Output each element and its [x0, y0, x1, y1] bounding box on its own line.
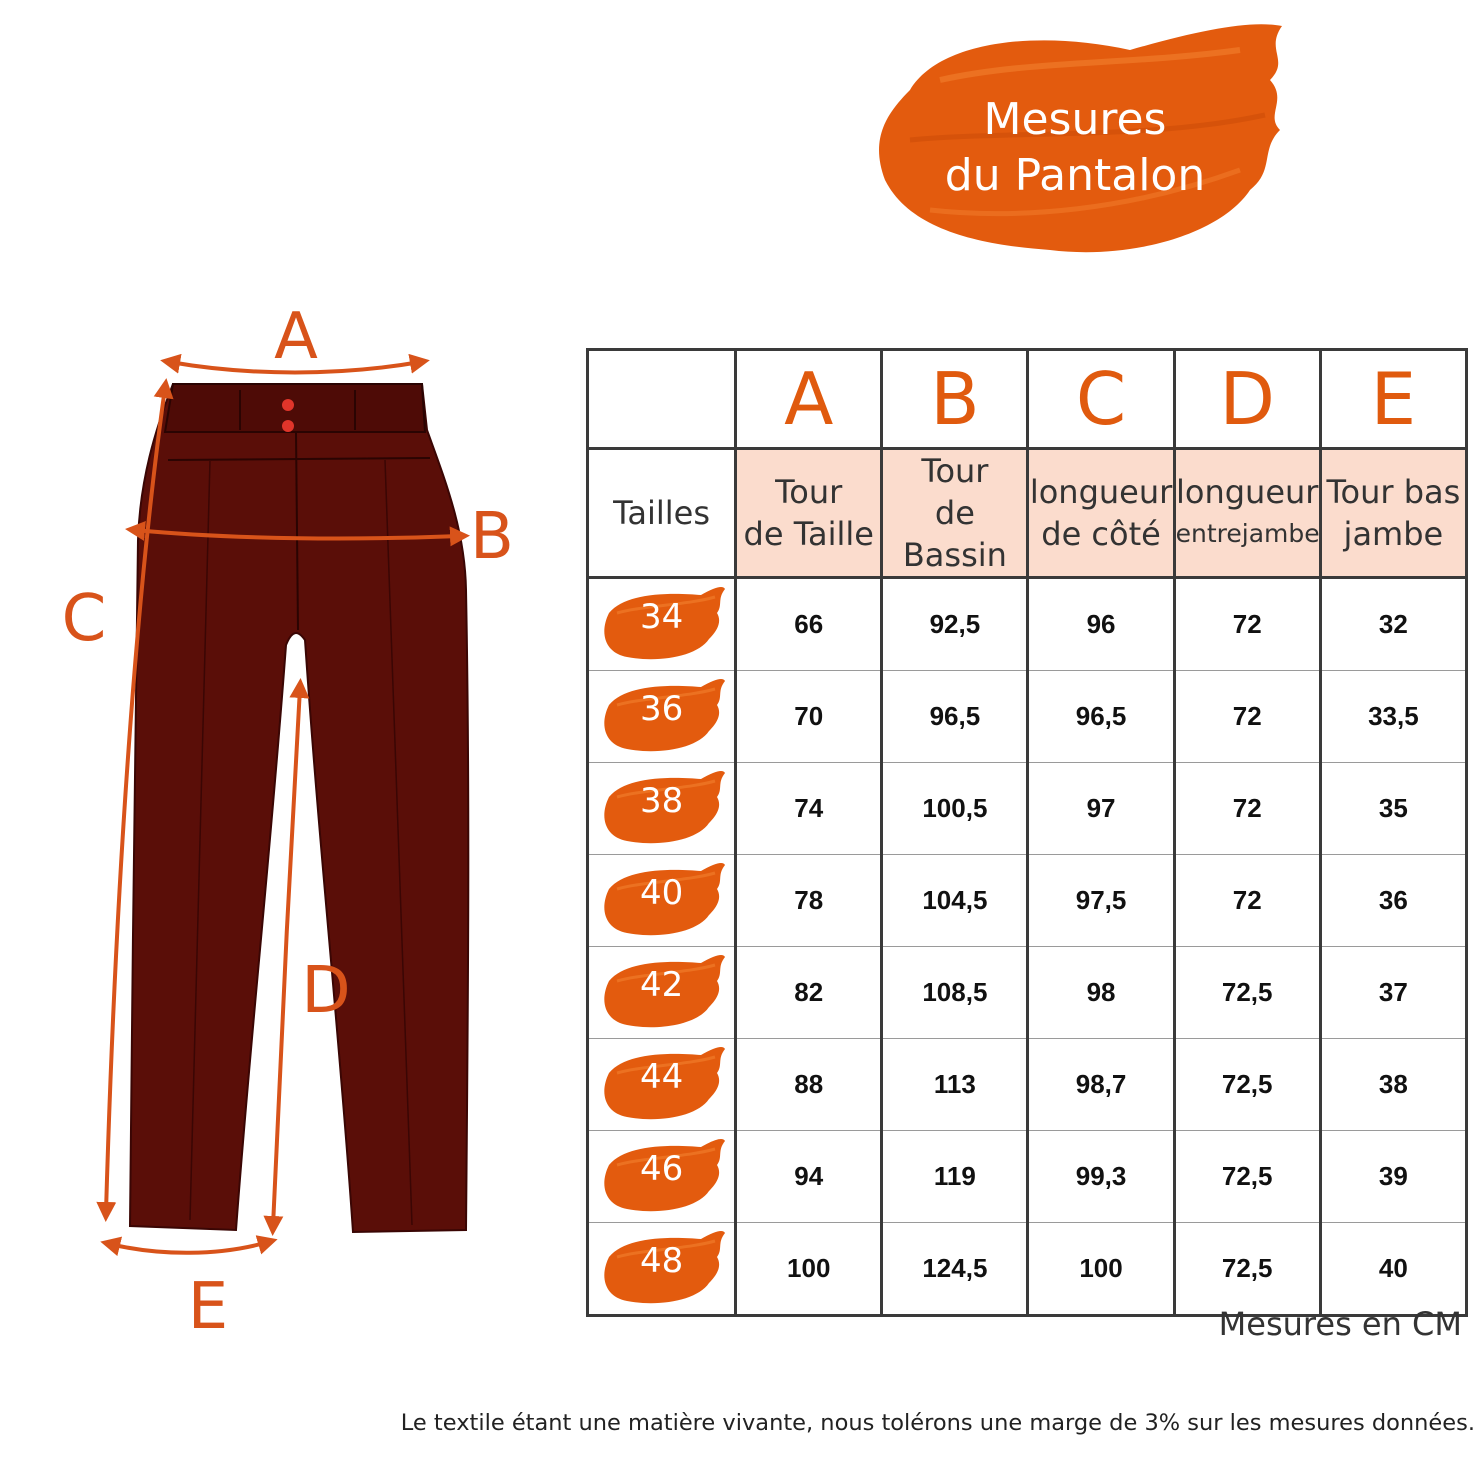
header-longueur-entrejambe: [1174, 449, 1320, 578]
header-longueur-cote: [1028, 449, 1174, 578]
table-row: [588, 1039, 1467, 1131]
size-label: 42: [639, 964, 684, 1005]
value-cell: 35: [1320, 763, 1466, 855]
header-line: longueur: [1175, 473, 1319, 511]
size-label: 46: [639, 1148, 684, 1189]
value-cell: 96,5: [1028, 671, 1174, 763]
header-line: jambe: [1343, 515, 1444, 553]
size-label: 44: [639, 1056, 684, 1097]
value-cell: 92,5: [882, 578, 1028, 671]
table-row: [588, 671, 1467, 763]
unit-note: Mesures en CM: [1218, 1305, 1462, 1343]
label-d: D: [301, 954, 351, 1028]
label-e: E: [187, 1270, 229, 1344]
value-cell: 37: [1320, 947, 1466, 1039]
header-line: de Taille: [743, 515, 874, 553]
value-cell: 108,5: [882, 947, 1028, 1039]
value-cell: 74: [736, 763, 882, 855]
value-cell: 100: [1028, 1223, 1174, 1316]
table-row: [588, 1131, 1467, 1223]
value-cell: 88: [736, 1039, 882, 1131]
tailles-header: Tailles: [588, 449, 736, 578]
size-label: 36: [639, 688, 684, 729]
size-label: 48: [639, 1240, 684, 1281]
header-line: entrejambe: [1175, 519, 1320, 548]
header-tour-bassin: [882, 449, 1028, 578]
page-title: [900, 92, 1250, 204]
value-cell: 104,5: [882, 855, 1028, 947]
value-cell: 99,3: [1028, 1131, 1174, 1223]
value-cell: 98: [1028, 947, 1174, 1039]
value-cell: 70: [736, 671, 882, 763]
size-table: [586, 348, 1468, 1317]
pants-illustration: [40, 300, 560, 1360]
table-row: [588, 578, 1467, 671]
letter-b: B: [882, 350, 1028, 449]
value-cell: 72,5: [1174, 1039, 1320, 1131]
value-cell: 97: [1028, 763, 1174, 855]
size-label: 38: [639, 780, 684, 821]
letters-row: [588, 350, 1467, 449]
header-line: de Bassin: [902, 494, 1007, 574]
value-cell: 66: [736, 578, 882, 671]
table-row: [588, 947, 1467, 1039]
pants-shape: [130, 384, 468, 1232]
size-cell: [588, 578, 736, 671]
value-cell: 72,5: [1174, 947, 1320, 1039]
size-cell: [588, 763, 736, 855]
value-cell: 40: [1320, 1223, 1466, 1316]
header-tour-bas-jambe: [1320, 449, 1466, 578]
size-cell: [588, 1039, 736, 1131]
letter-c: C: [1028, 350, 1174, 449]
letter-a: A: [736, 350, 882, 449]
value-cell: 72,5: [1174, 1223, 1320, 1316]
table-row: [588, 763, 1467, 855]
title-line-2: du Pantalon: [944, 150, 1206, 201]
header-line: longueur: [1029, 473, 1173, 511]
header-line: Tour: [775, 473, 843, 511]
value-cell: 36: [1320, 855, 1466, 947]
header-line: de côté: [1041, 515, 1161, 553]
footer-note: Le textile étant une matière vivante, nous tolérons une marge de 3% sur les mesures données.: [400, 1410, 1475, 1436]
value-cell: 72: [1174, 671, 1320, 763]
label-b: B: [470, 500, 514, 574]
letter-d: D: [1174, 350, 1320, 449]
size-cell: [588, 1223, 736, 1316]
value-cell: 39: [1320, 1131, 1466, 1223]
value-cell: 72: [1174, 855, 1320, 947]
size-cell: [588, 855, 736, 947]
header-tour-taille: [736, 449, 882, 578]
letter-e: E: [1320, 350, 1466, 449]
header-line: Tour: [921, 452, 989, 490]
value-cell: 72: [1174, 578, 1320, 671]
button-top: [282, 399, 294, 411]
size-label: 40: [639, 872, 684, 913]
value-cell: 98,7: [1028, 1039, 1174, 1131]
value-cell: 82: [736, 947, 882, 1039]
size-cell: [588, 947, 736, 1039]
value-cell: 113: [882, 1039, 1028, 1131]
size-label: 34: [639, 596, 684, 637]
value-cell: 78: [736, 855, 882, 947]
size-cell: [588, 671, 736, 763]
value-cell: 33,5: [1320, 671, 1466, 763]
value-cell: 96,5: [882, 671, 1028, 763]
value-cell: 97,5: [1028, 855, 1174, 947]
value-cell: 124,5: [882, 1223, 1028, 1316]
button-bottom: [282, 420, 294, 432]
value-cell: 100: [736, 1223, 882, 1316]
value-cell: 38: [1320, 1039, 1466, 1131]
title-line-1: Mesures: [983, 94, 1167, 145]
table-row: [588, 855, 1467, 947]
value-cell: 72,5: [1174, 1131, 1320, 1223]
value-cell: 100,5: [882, 763, 1028, 855]
value-cell: 119: [882, 1131, 1028, 1223]
header-line: Tour bas: [1326, 473, 1461, 511]
header-row: [588, 449, 1467, 578]
size-cell: [588, 1131, 736, 1223]
value-cell: 32: [1320, 578, 1466, 671]
value-cell: 96: [1028, 578, 1174, 671]
table-row: [588, 1223, 1467, 1316]
corner-cell: [588, 350, 736, 449]
label-c: C: [61, 582, 107, 656]
value-cell: 94: [736, 1131, 882, 1223]
value-cell: 72: [1174, 763, 1320, 855]
label-a: A: [274, 300, 318, 374]
